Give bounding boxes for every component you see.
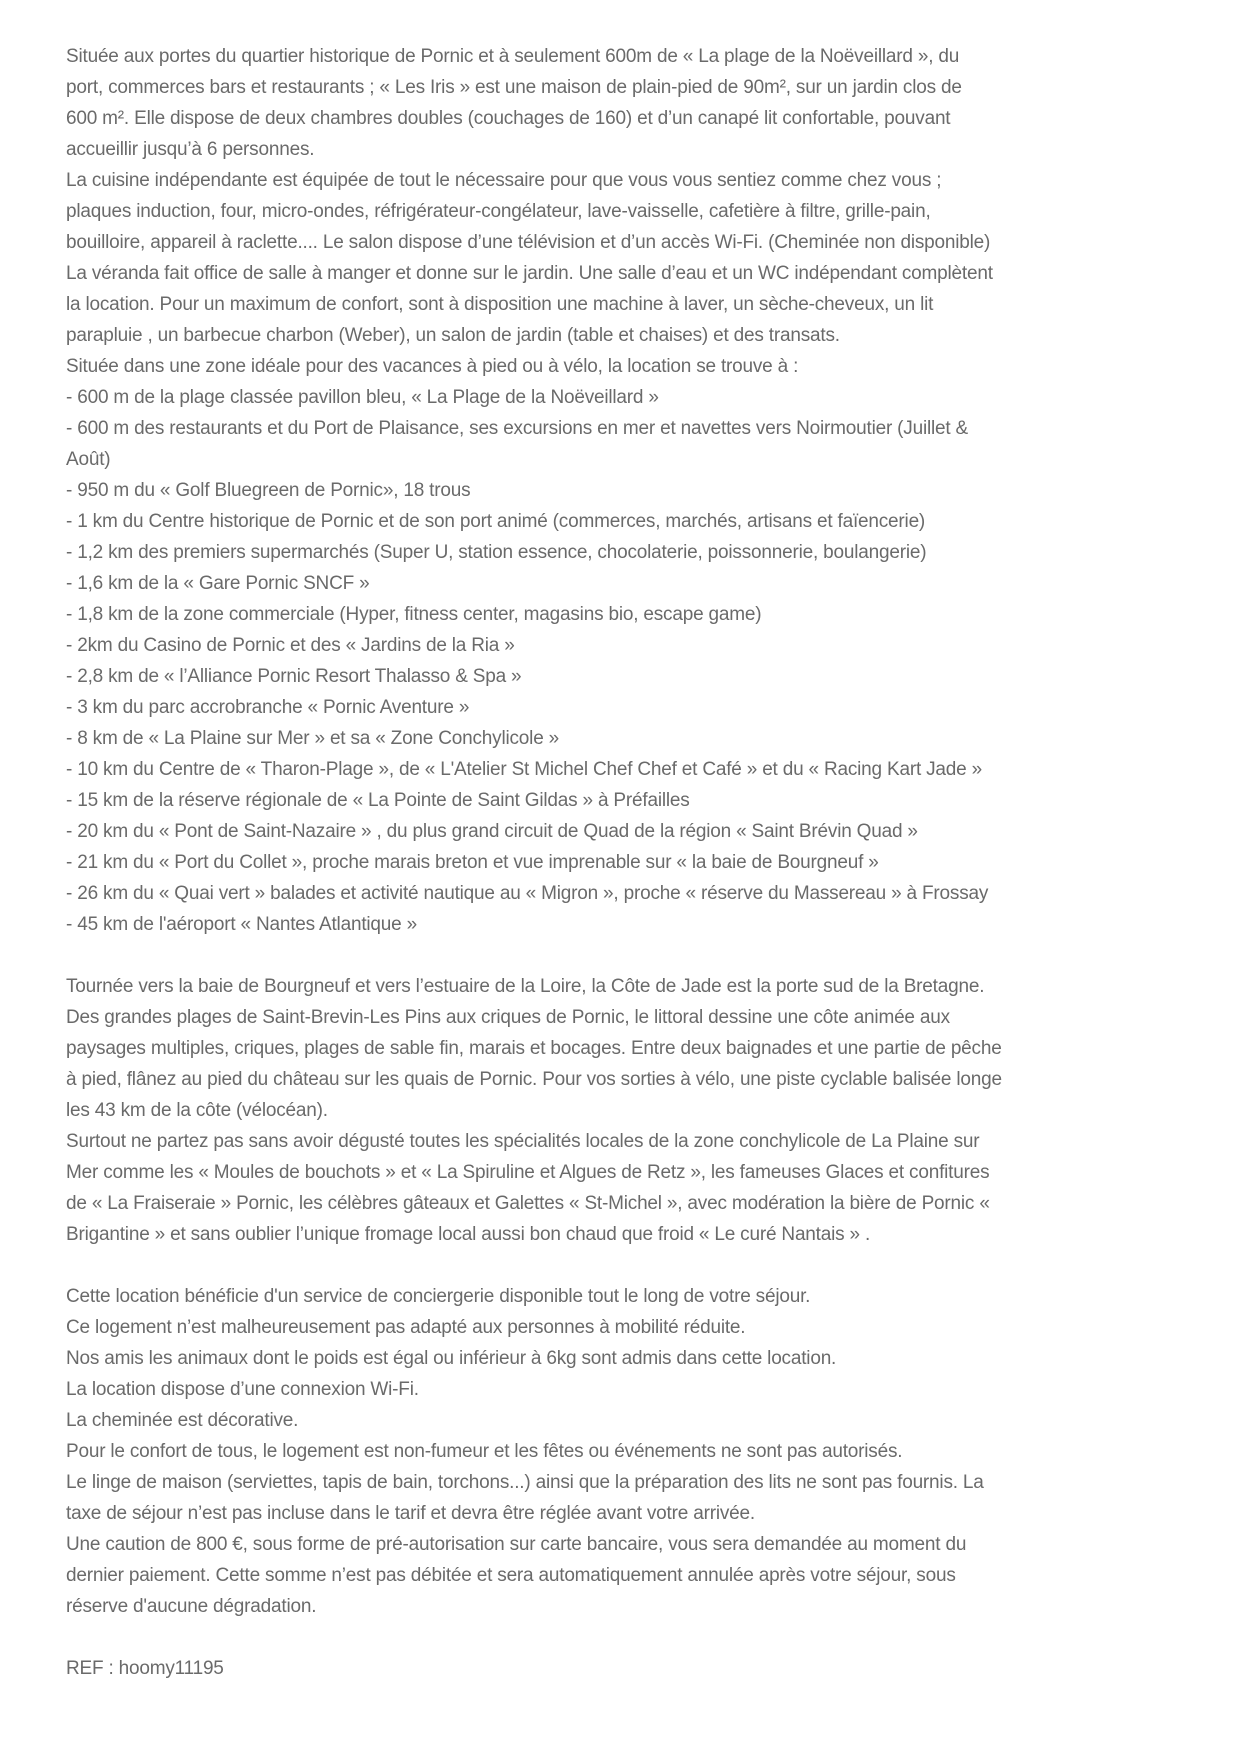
text-line: Tournée vers la baie de Bourgneuf et vers l’estuaire de la Loire, la Côte de Jade est la porte sud de la Bretagne.	[66, 976, 985, 997]
text-line: - 26 km du « Quai vert » balades et activité nautique au « Migron », proche « réserve du Massereau » à Frossay	[66, 883, 989, 904]
text-line: La cheminée est décorative.	[66, 1410, 299, 1431]
text-line: - 1,2 km des premiers supermarchés (Super U, station essence, chocolaterie, poissonnerie, boulangerie)	[66, 542, 927, 563]
text-line: port, commerces bars et restaurants ; « Les Iris » est une maison de plain-pied de 90m², sur un jardin clos de	[66, 77, 962, 98]
text-line: Des grandes plages de Saint-Brevin-Les Pins aux criques de Pornic, le littoral dessine une côte animée aux	[66, 1007, 950, 1028]
text-line: Août)	[66, 449, 111, 470]
text-line: Située dans une zone idéale pour des vacances à pied ou à vélo, la location se trouve à :	[66, 356, 799, 377]
text-line: réserve d'aucune dégradation.	[66, 1596, 317, 1617]
text-line: plaques induction, four, micro-ondes, réfrigérateur-congélateur, lave-vaisselle, cafetière à filtre, grille-pain,	[66, 201, 931, 222]
text-line: Surtout ne partez pas sans avoir dégusté toutes les spécialités locales de la zone conchylicole de La Plaine sur	[66, 1131, 980, 1152]
text-line: parapluie , un barbecue charbon (Weber), un salon de jardin (table et chaises) et des transats.	[66, 325, 840, 346]
text-line: Une caution de 800 €, sous forme de pré-autorisation sur carte bancaire, vous sera demandée au moment du	[66, 1534, 967, 1555]
text-line: - 1,6 km de la « Gare Pornic SNCF »	[66, 573, 370, 594]
text-line: - 2,8 km de « l’Alliance Pornic Resort Thalasso & Spa »	[66, 666, 522, 687]
text-line: La cuisine indépendante est équipée de tout le nécessaire pour que vous vous sentiez comme chez vous ;	[66, 170, 942, 191]
text-line: Nos amis les animaux dont le poids est égal ou inférieur à 6kg sont admis dans cette location.	[66, 1348, 837, 1369]
paragraph-intro-and-distances	[66, 41, 1180, 940]
text-line: Pour le confort de tous, le logement est non-fumeur et les fêtes ou événements ne sont pas autorisés.	[66, 1441, 903, 1462]
text-line: Cette location bénéficie d'un service de conciergerie disponible tout le long de votre séjour.	[66, 1286, 811, 1307]
text-blocks	[66, 41, 1180, 1684]
text-line: dernier paiement. Cette somme n’est pas débitée et sera automatiquement annulée après votre séjour, sous	[66, 1565, 956, 1586]
text-line: La véranda fait office de salle à manger et donne sur le jardin. Une salle d’eau et un WC indépendant complètent	[66, 263, 993, 284]
text-line: la location. Pour un maximum de confort, sont à disposition une machine à laver, un sèche-cheveux, un lit	[66, 294, 934, 315]
text-line: - 1 km du Centre historique de Pornic et de son port animé (commerces, marchés, artisans et faïencerie)	[66, 511, 926, 532]
paragraph-conditions	[66, 1281, 1180, 1622]
text-line: REF : hoomy11195	[66, 1658, 224, 1679]
text-line: Située aux portes du quartier historique de Pornic et à seulement 600m de « La plage de la Noëveillard », du	[66, 46, 960, 67]
text-line: - 950 m du « Golf Bluegreen de Pornic», 18 trous	[66, 480, 471, 501]
text-line: 600 m². Elle dispose de deux chambres doubles (couchages de 160) et d’un canapé lit confortable, pouvant	[66, 108, 951, 129]
text-line: - 2km du Casino de Pornic et des « Jardins de la Ria »	[66, 635, 515, 656]
text-line: accueillir jusqu’à 6 personnes.	[66, 139, 315, 160]
text-line: taxe de séjour n’est pas incluse dans le tarif et devra être réglée avant votre arrivée.	[66, 1503, 755, 1524]
paragraph-region-description	[66, 971, 1180, 1250]
text-line: - 10 km du Centre de « Tharon-Plage », de « L'Atelier St Michel Chef Chef et Café » et du « Racing Kart Jade »	[66, 759, 982, 780]
text-line: - 600 m des restaurants et du Port de Plaisance, ses excursions en mer et navettes vers Noirmoutier (Juillet &	[66, 418, 969, 439]
text-line: - 21 km du « Port du Collet », proche marais breton et vue imprenable sur « la baie de Bourgneuf »	[66, 852, 879, 873]
text-line: - 15 km de la réserve régionale de « La Pointe de Saint Gildas » à Préfailles	[66, 790, 690, 811]
text-line: de « La Fraiseraie » Pornic, les célèbres gâteaux et Galettes « St-Michel », avec modération la bière de Pornic «	[66, 1193, 990, 1214]
text-line: Brigantine » et sans oublier l’unique fromage local aussi bon chaud que froid « Le curé Nantais » .	[66, 1224, 871, 1245]
text-line: les 43 km de la côte (vélocéan).	[66, 1100, 328, 1121]
text-line: - 45 km de l'aéroport « Nantes Atlantique »	[66, 914, 417, 935]
text-line: Ce logement n’est malheureusement pas adapté aux personnes à mobilité réduite.	[66, 1317, 746, 1338]
text-line: - 600 m de la plage classée pavillon bleu, « La Plage de la Noëveillard »	[66, 387, 659, 408]
text-line: - 3 km du parc accrobranche « Pornic Aventure »	[66, 697, 470, 718]
text-line: bouilloire, appareil à raclette.... Le salon dispose d’une télévision et d’un accès Wi-Fi. (Cheminée non disponible)	[66, 232, 991, 253]
paragraph-reference	[66, 1653, 1180, 1684]
text-line: - 1,8 km de la zone commerciale (Hyper, fitness center, magasins bio, escape game)	[66, 604, 762, 625]
text-line: paysages multiples, criques, plages de sable fin, marais et bocages. Entre deux baignades et une partie de pêche	[66, 1038, 1002, 1059]
text-line: La location dispose d’une connexion Wi-Fi.	[66, 1379, 419, 1400]
text-line: à pied, flânez au pied du château sur les quais de Pornic. Pour vos sorties à vélo, une piste cyclable balisée longe	[66, 1069, 1002, 1090]
text-line: Le linge de maison (serviettes, tapis de bain, torchons...) ainsi que la préparation des lits ne sont pas fournis. La	[66, 1472, 984, 1493]
text-line: - 8 km de « La Plaine sur Mer » et sa « Zone Conchylicole »	[66, 728, 560, 749]
text-line: - 20 km du « Pont de Saint-Nazaire » , du plus grand circuit de Quad de la région « Saint Brévin Quad »	[66, 821, 918, 842]
text-line: Mer comme les « Moules de bouchots » et « La Spiruline et Algues de Retz », les fameuses Glaces et confitures	[66, 1162, 990, 1183]
